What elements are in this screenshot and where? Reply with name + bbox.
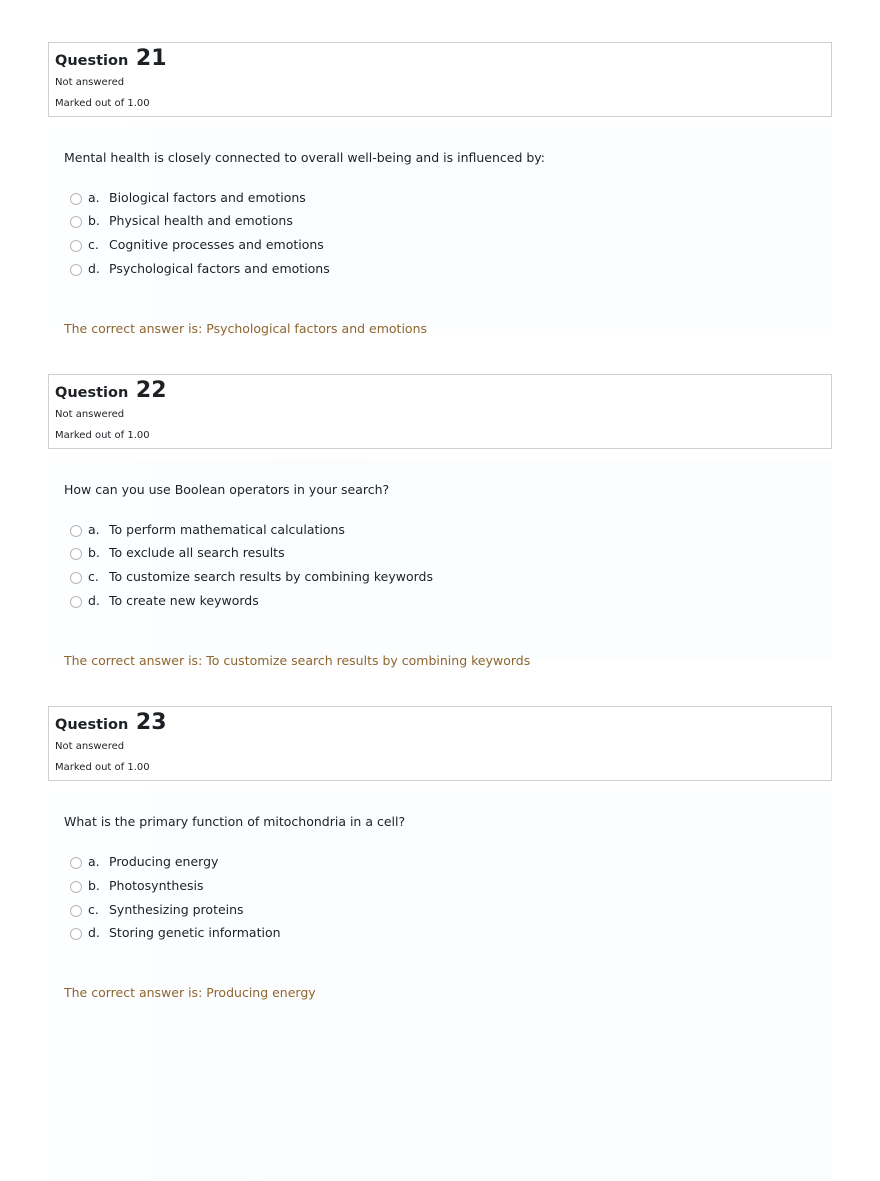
question-number-value: 23 <box>135 710 167 735</box>
question-state: Not answered <box>55 741 125 752</box>
answer-letter: c. <box>88 569 99 584</box>
answer-text[interactable]: To exclude all search results <box>109 545 285 560</box>
answer-text[interactable]: Physical health and emotions <box>109 213 293 228</box>
radio-button[interactable] <box>70 240 82 252</box>
question-text: How can you use Boolean operators in your search? <box>64 482 390 497</box>
answer-text[interactable]: To perform mathematical calculations <box>109 522 345 537</box>
answer-letter: d. <box>88 925 100 940</box>
answer-option-b[interactable] <box>68 212 488 230</box>
question-state: Not answered <box>55 409 125 420</box>
question-label: Question <box>55 717 129 733</box>
answer-text[interactable]: Producing energy <box>109 854 219 869</box>
question-number <box>55 378 167 403</box>
answer-text[interactable]: Synthesizing proteins <box>109 902 244 917</box>
question-state: Not answered <box>55 77 125 88</box>
question-grade: Marked out of 1.00 <box>55 762 150 773</box>
answer-option-c[interactable] <box>68 568 488 586</box>
answer-text[interactable]: Cognitive processes and emotions <box>109 237 324 252</box>
answer-text[interactable]: To create new keywords <box>109 593 259 608</box>
answer-text[interactable]: Biological factors and emotions <box>109 190 306 205</box>
radio-button[interactable] <box>70 572 82 584</box>
answer-letter: b. <box>88 878 100 893</box>
answer-letter: a. <box>88 522 100 537</box>
answer-letter: b. <box>88 213 100 228</box>
question-text: What is the primary function of mitochondria in a cell? <box>64 814 406 829</box>
radio-button[interactable] <box>70 216 82 228</box>
question-number-value: 21 <box>135 46 167 71</box>
answer-letter: c. <box>88 902 99 917</box>
answer-option-d[interactable] <box>68 924 488 942</box>
answer-letter: d. <box>88 261 100 276</box>
question-number <box>55 46 167 71</box>
answer-letter: a. <box>88 190 100 205</box>
radio-button[interactable] <box>70 264 82 276</box>
question-number-value: 22 <box>135 378 167 403</box>
question-content-background <box>300 791 832 1181</box>
radio-button[interactable] <box>70 857 82 869</box>
answer-text[interactable]: To customize search results by combining keywords <box>109 569 433 584</box>
correct-answer-feedback: The correct answer is: To customize search results by combining keywords <box>64 653 531 668</box>
question-info-box <box>48 42 832 117</box>
question-grade: Marked out of 1.00 <box>55 430 150 441</box>
answer-option-b[interactable] <box>68 544 488 562</box>
answer-option-a[interactable] <box>68 521 488 539</box>
answer-letter: c. <box>88 237 99 252</box>
answer-text[interactable]: Psychological factors and emotions <box>109 261 330 276</box>
answer-option-a[interactable] <box>68 189 488 207</box>
correct-answer-feedback: The correct answer is: Psychological factors and emotions <box>64 321 428 336</box>
answer-text[interactable]: Photosynthesis <box>109 878 204 893</box>
radio-button[interactable] <box>70 928 82 940</box>
answer-option-d[interactable] <box>68 592 488 610</box>
radio-button[interactable] <box>70 596 82 608</box>
radio-button[interactable] <box>70 525 82 537</box>
answer-option-d[interactable] <box>68 260 488 278</box>
question-text: Mental health is closely connected to overall well-being and is influenced by: <box>64 150 546 165</box>
radio-button[interactable] <box>70 548 82 560</box>
radio-button[interactable] <box>70 881 82 893</box>
correct-answer-feedback: The correct answer is: Producing energy <box>64 985 316 1000</box>
answer-option-c[interactable] <box>68 236 488 254</box>
answer-letter: a. <box>88 854 100 869</box>
question-info-box <box>48 706 832 781</box>
question-grade: Marked out of 1.00 <box>55 98 150 109</box>
question-info-box <box>48 374 832 449</box>
answer-option-a[interactable] <box>68 853 488 871</box>
answer-letter: d. <box>88 593 100 608</box>
radio-button[interactable] <box>70 193 82 205</box>
answer-option-b[interactable] <box>68 877 488 895</box>
question-label: Question <box>55 53 129 69</box>
answer-text[interactable]: Storing genetic information <box>109 925 281 940</box>
question-label: Question <box>55 385 129 401</box>
answer-letter: b. <box>88 545 100 560</box>
answer-option-c[interactable] <box>68 901 488 919</box>
question-number <box>55 710 167 735</box>
radio-button[interactable] <box>70 905 82 917</box>
